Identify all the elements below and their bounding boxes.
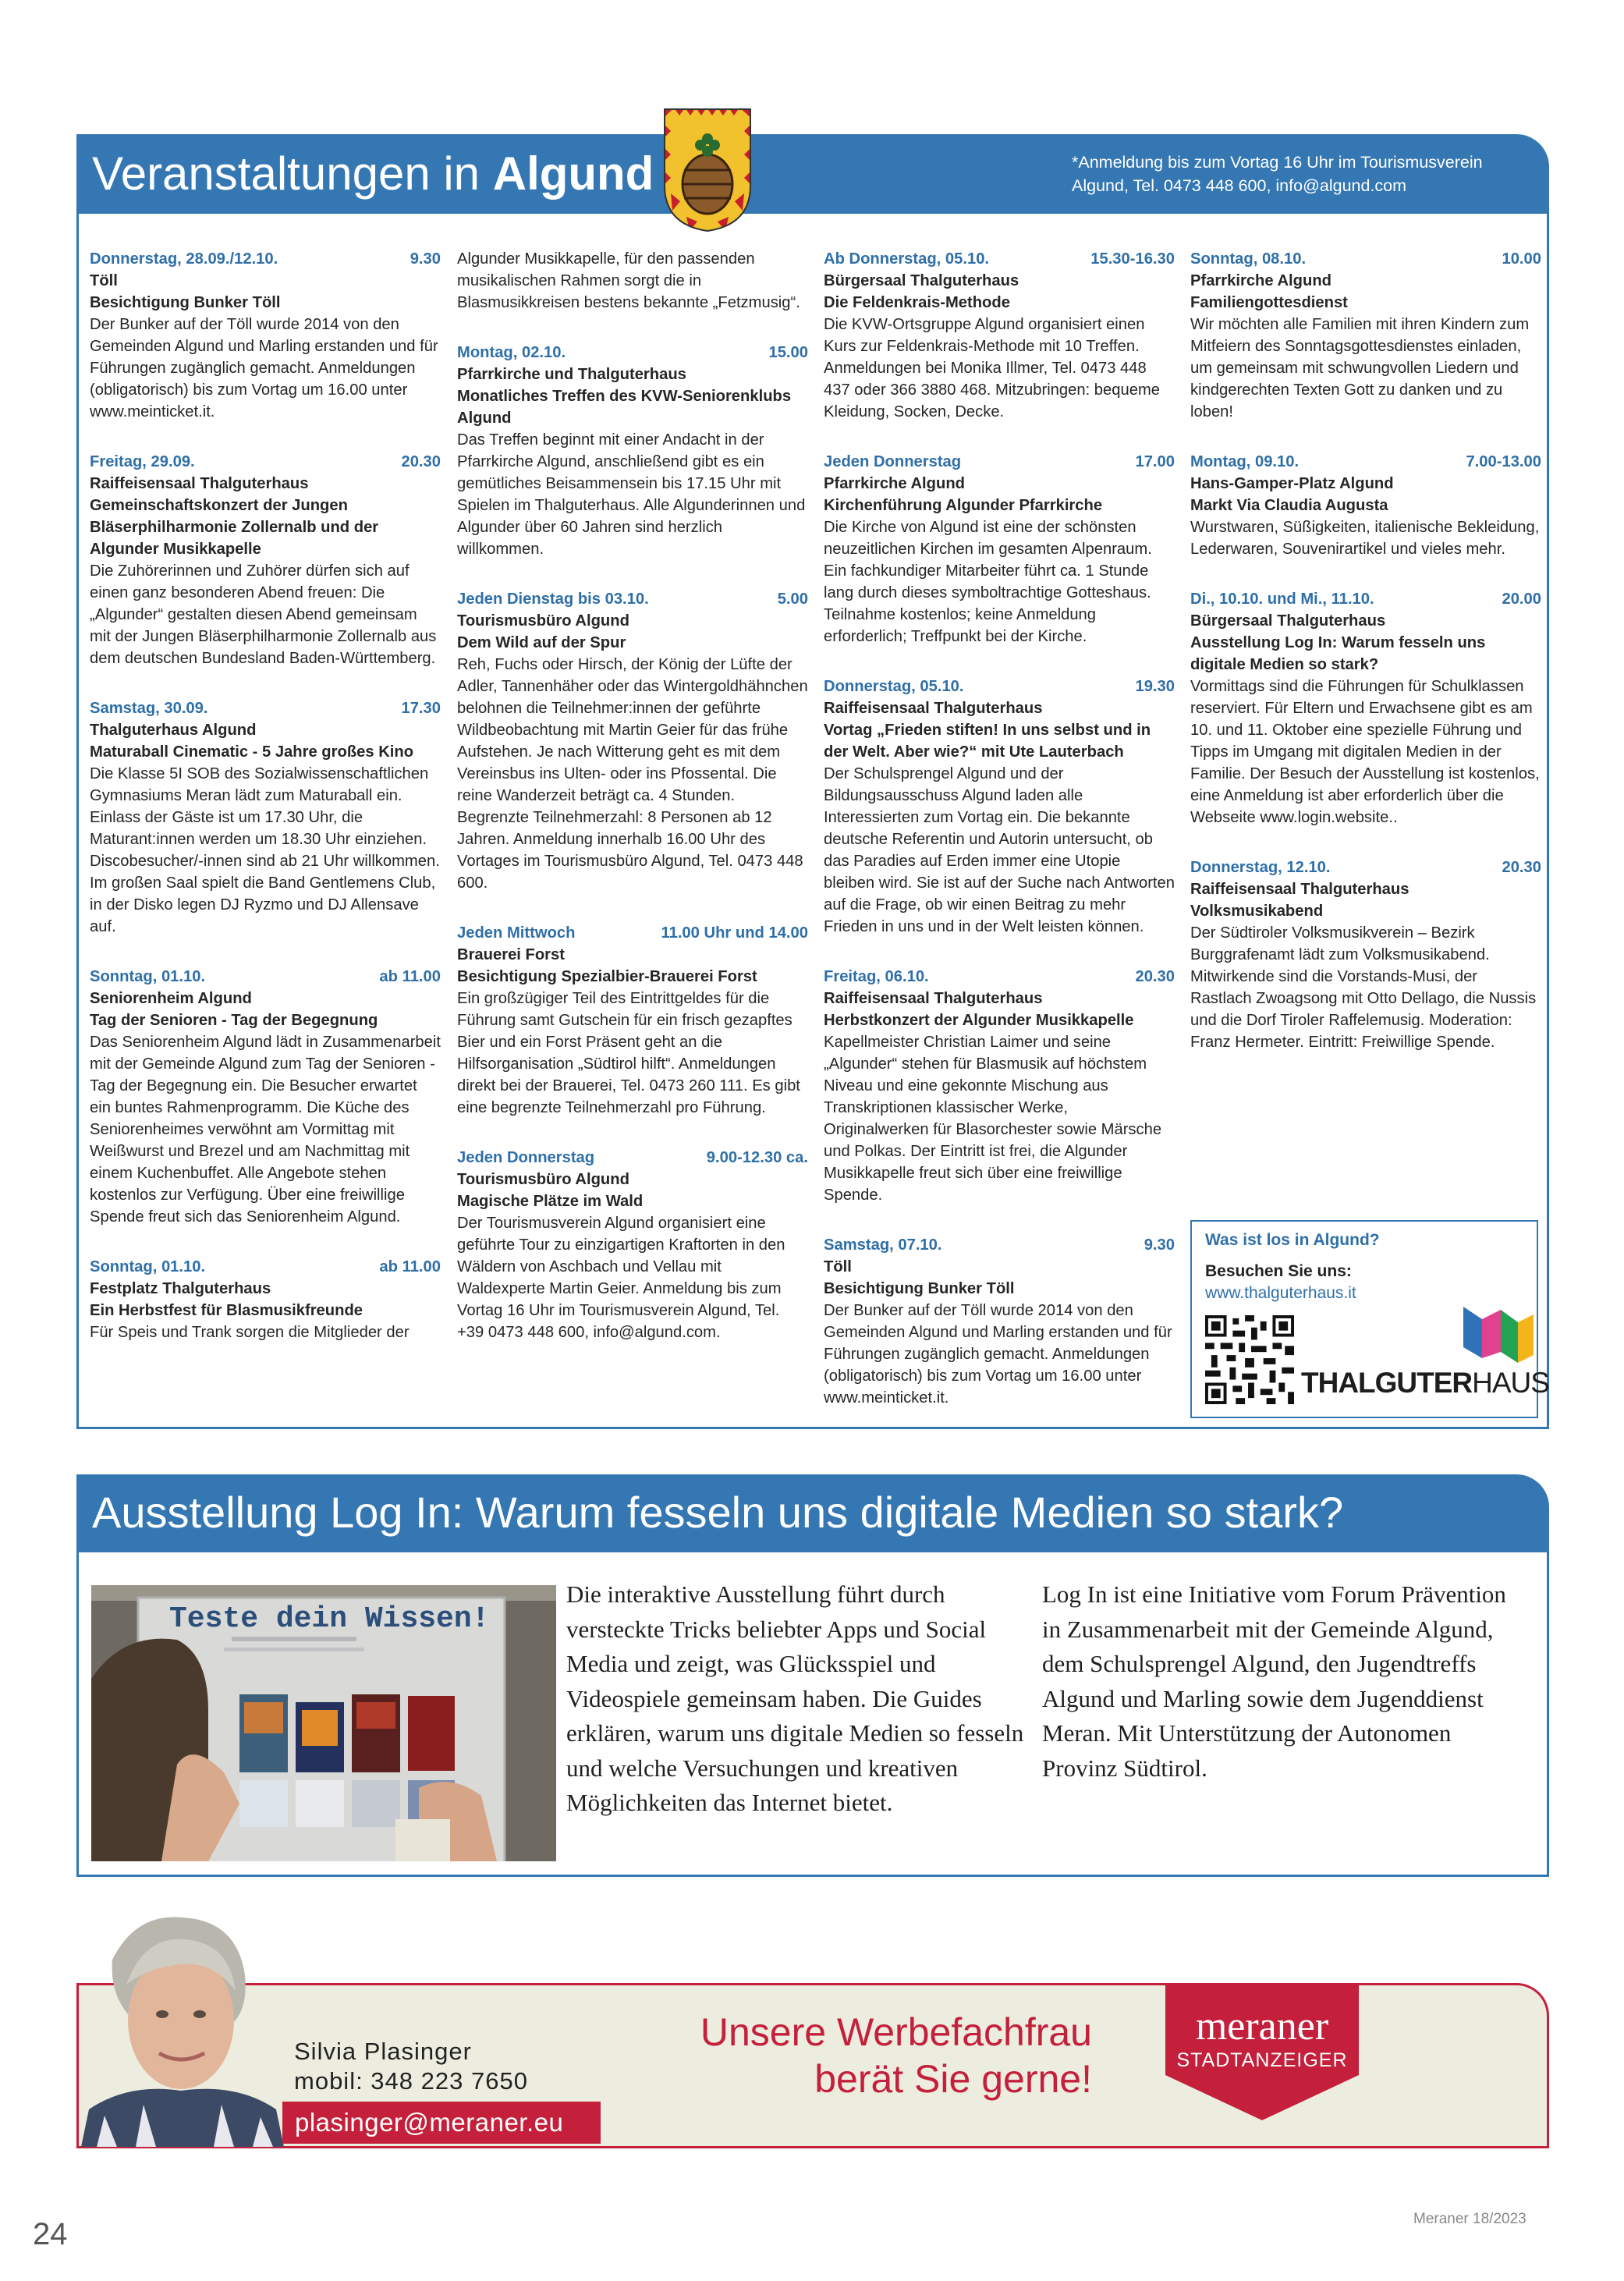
event-date-line	[1190, 588, 1541, 610]
event-date-line	[90, 966, 441, 988]
event-date-line	[824, 676, 1175, 697]
algund-coat-of-arms-icon	[663, 108, 752, 232]
event-date: Sonntag, 01.10.	[90, 968, 206, 985]
event-date-line	[824, 1234, 1175, 1256]
event-item	[457, 922, 808, 1119]
event-time: 19.30	[1135, 678, 1175, 695]
event-title: Hans-Gamper-Platz Algund Markt Via Claudia Augusta	[1190, 475, 1394, 514]
event-date: Jeden Mittwoch	[457, 924, 576, 942]
page-number: 24	[33, 2217, 68, 2251]
event-date: Donnerstag, 12.10.	[1190, 859, 1331, 876]
contact-phone[interactable]: mobil: 348 223 7650	[294, 2067, 528, 2095]
event-date: Ab Donnerstag, 05.10.	[824, 250, 990, 268]
event-date-line	[1190, 857, 1541, 878]
exhibition-title: Ausstellung Log In: Warum fesseln uns digitale Medien so stark?	[92, 1488, 1344, 1537]
event-date-line	[824, 248, 1175, 270]
event-description: Der Südtiroler Volksmusikverein – Bezirk Burggrafenamt lädt zum Volksmusikabend. Mitwirkende sind die Vorstands-Musi, der Rastlach Zwoagsong mit Otto Dellago, die Nussis und die Dorf Tiroler Raffelemusig. Moderation: Franz Hermeter. Eintritt: Freiwillige Spende.	[1190, 924, 1537, 1051]
event-time: 11.00 Uhr und 14.00	[661, 924, 808, 942]
contact-portrait-photo	[81, 1913, 284, 2147]
event-item	[824, 1234, 1175, 1409]
thalguterhaus-visit-label: Besuchen Sie uns:	[1205, 1262, 1352, 1280]
event-item	[1190, 451, 1541, 560]
event-time: 9.30	[1144, 1236, 1175, 1254]
event-description: Die Klasse 5I SOB des Sozialwissenschaftlichen Gymnasiums Meran lädt zum Maturaball ein. Einlass der Gäste ist um 17.30 Uhr, die Maturant:innen werden um 18.30 Uhr einziehen. Discobesucher/-innen sind ab 21 Uhr willkommen. Im großen Saal spielt die Band Gentlemens Club, in der Disko legen DJ Ryzmo und DJ Allensave auf.	[90, 765, 440, 935]
event-item	[90, 966, 441, 1228]
event-date-line	[457, 1147, 808, 1169]
event-date: Freitag, 06.10.	[824, 968, 929, 985]
event-description: Der Schulsprengel Algund und der Bildungsausschuss Algund laden alle Interessierten zum Vortag ein. Die bekannte deutsche Referentin und Autorin untersucht, ob das Paradies auf Erden immer eine Utopie bleiben wird. Sie ist auf der Suche nach Antworten auf die Frage, ob wir einen Beitrag zu mehr Frieden in uns und in der Welt leisten können.	[824, 765, 1175, 935]
thalguterhaus-wordmark: THALGUTERHAUS	[1301, 1367, 1549, 1399]
event-title: Pfarrkirche Algund Familiengottesdienst	[1190, 272, 1348, 311]
event-date: Sonntag, 01.10.	[90, 1258, 206, 1275]
event-date-line	[90, 248, 441, 270]
events-column-4	[1190, 248, 1541, 1081]
event-description: Wurstwaren, Süßigkeiten, italienische Bekleidung, Lederwaren, Souvenirartikel und vieles mehr.	[1190, 519, 1540, 558]
event-time: 17.30	[401, 700, 441, 717]
event-item	[90, 248, 441, 423]
events-column-3	[824, 248, 1175, 1437]
event-title: Seniorenheim Algund Tag der Senioren - Tag der Begegnung	[90, 990, 378, 1029]
event-description: Der Tourismusverein Algund organisiert eine geführte Tour zu einzigartigen Kraftorten in den Wäldern von Aschbach und Vellau mit Waldexperte Martin Geier. Anmeldung bis zum Vortag 16 Uhr im Tourismusverein Algund, Tel. +39 0473 448 600, info@algund.com.	[457, 1215, 785, 1341]
event-item	[824, 451, 1175, 647]
event-date: Jeden Dienstag bis 03.10.	[457, 591, 649, 608]
event-date-line	[1190, 451, 1541, 473]
event-date-line	[457, 588, 808, 610]
event-item	[457, 588, 808, 894]
qr-code-icon[interactable]	[1205, 1315, 1294, 1404]
event-date: Sonntag, 08.10.	[1190, 250, 1307, 268]
advert-slogan-line-1: Unsere Werbefachfrau	[700, 2010, 1092, 2054]
event-item	[824, 248, 1175, 423]
event-date: Samstag, 30.09.	[90, 700, 208, 717]
event-title: Pfarrkirche Algund Kirchenführung Algunder Pfarrkirche	[824, 475, 1103, 514]
event-time: 17.00	[1135, 453, 1175, 470]
event-time: 20.30	[1502, 859, 1541, 876]
event-date-line	[824, 451, 1175, 473]
event-description: Für Speis und Trank sorgen die Mitglieder der	[90, 1324, 410, 1341]
event-time: 20.30	[401, 453, 441, 470]
event-description: Vormittags sind die Führungen für Schulklassen reserviert. Für Eltern und Erwachsene gibt es am 10. und 11. Oktober eine spezielle Führung und Tipps im Umgang mit digitalen Medien in der Familie. Der Besuch der Ausstellung ist kostenlos, eine Anmeldung ist aber erforderlich über die Webseite www.login.website..	[1190, 678, 1540, 826]
event-title: Brauerei Forst Besichtigung Spezialbier-Brauerei Forst	[457, 946, 757, 985]
event-item	[824, 966, 1175, 1206]
event-time: 20.30	[1135, 968, 1175, 985]
event-time: 10.00	[1502, 250, 1541, 268]
event-item	[457, 248, 808, 314]
event-title: Raiffeisensaal Thalguterhaus Gemeinschaftskonzert der Jungen Bläserphilharmonie Zollernalb und der Algunder Musikkapelle	[90, 475, 379, 558]
event-description: Der Bunker auf der Töll wurde 2014 von den Gemeinden Algund und Marling erstanden und für Führungen zugänglich gemacht. Anmeldungen (obligatorisch) bis zum Vortag um 16.00 unter www.meinticket.it.	[90, 316, 438, 420]
event-description: Wir möchten alle Familien mit ihren Kindern zum Mitfeiern des Sonntagsgottesdienstes einladen, um gemeinsam mit schwungvollen Liedern und kindgerechten Texten Gott zu danken und zu loben!	[1190, 316, 1530, 420]
meraner-logo-wordmark: meraner	[1195, 2004, 1329, 2049]
event-date: Montag, 02.10.	[457, 344, 566, 361]
event-description: Die Zuhörerinnen und Zuhörer dürfen sich auf einen ganz besonderen Abend freuen: Die „Algunder“ gestalten diesen Abend gemeinsam mit der Jungen Bläserphilharmonie Zollernalb aus dem deutschen Bundesland Baden-Württemberg.	[90, 562, 437, 667]
event-time: 5.00	[777, 591, 808, 608]
event-item	[90, 451, 441, 669]
event-description: Die KVW-Ortsgruppe Algund organisiert einen Kurs zur Feldenkrais-Methode mit 10 Treffen. Anmeldungen bei Monika Illmer, Tel. 0473 448 437 oder 366 3880 468. Mitzubringen: bequeme Kleidung, Socken, Decke.	[824, 316, 1160, 420]
event-time: 15.00	[768, 344, 808, 361]
event-item	[1190, 248, 1541, 423]
event-title: Thalguterhaus Algund Maturaball Cinematic - 5 Jahre großes Kino	[90, 722, 414, 761]
event-date: Jeden Donnerstag	[824, 453, 962, 470]
exhibition-text-column-1: Die interaktive Ausstellung führt durch versteckte Tricks beliebter Apps und Social Media und zeigt, was Glücksspiel und Videospiele gemeinsam haben. Die Guides erklären, warum uns digitale Medien so fesseln und welche Versuchungen und kreativen Möglichkeiten das Internet bietet.	[566, 1580, 1024, 1816]
event-title: Raiffeisensaal Thalguterhaus Herbstkonzert der Algunder Musikkapelle	[824, 990, 1134, 1029]
advert-slogan-line-2: berät Sie gerne!	[814, 2057, 1092, 2101]
event-title: Töll Besichtigung Bunker Töll	[90, 272, 281, 311]
event-date-line	[1190, 248, 1541, 270]
event-time: 9.00-12.30 ca.	[706, 1149, 808, 1166]
event-date: Freitag, 29.09.	[90, 453, 195, 470]
event-item	[824, 676, 1175, 938]
event-description: Reh, Fuchs oder Hirsch, der König der Lüfte der Adler, Tannenhäher oder das Wintergoldhähnchen belohnen die Teilnehmer:innen der geführte Wildbeobachtung mit Martin Geier für das frühe Aufstehen. Je nach Witterung geht es mit dem Vereinsbus ins Ulten- oder ins Pfossental. Die reine Wanderzeit beträgt ca. 4 Stunden. Begrenzte Teilnehmerzahl: 8 Personen ab 12 Jahren. Anmeldung innerhalb 16.00 Uhr des Vortages im Tourismusbüro Algund, Tel. 0473 448 600.	[457, 656, 808, 892]
meraner-logo-subline: STADTANZEIGER	[1176, 2049, 1348, 2071]
event-item	[90, 697, 441, 938]
event-time: 9.30	[410, 250, 441, 268]
event-item	[1190, 588, 1541, 828]
event-item	[90, 1256, 441, 1343]
event-title: Festplatz Thalguterhaus Ein Herbstfest für Blasmusikfreunde	[90, 1280, 363, 1319]
thalguterhaus-question: Was ist los in Algund?	[1205, 1231, 1380, 1249]
event-title: Bürgersaal Thalguterhaus Die Feldenkrais-Methode	[824, 272, 1019, 311]
event-description: Das Seniorenheim Algund lädt in Zusammenarbeit mit der Gemeinde Algund zum Tag der Senioren - Tag der Begegnung ein. Die Besucher erwartet ein buntes Rahmenprogramm. Die Küche des Seniorenheimes verwöhnt am Vormittag mit Weißwurst und Brezel und am Nachmittag mit einem Kuchenbuffet. Alle Angebote stehen kostenlos zur Verfügung. Über eine freiwillige Spende freut sich das Seniorenheim Algund.	[90, 1034, 441, 1226]
event-time: 20.00	[1502, 591, 1541, 608]
event-time: ab 11.00	[379, 968, 441, 985]
event-title: Tourismusbüro Algund Dem Wild auf der Spur	[457, 612, 629, 651]
event-title: Töll Besichtigung Bunker Töll	[824, 1258, 1015, 1297]
event-title: Raiffeisensaal Thalguterhaus Volksmusikabend	[1190, 881, 1409, 920]
event-time: ab 11.00	[379, 1258, 441, 1275]
event-date-line	[824, 966, 1175, 988]
contact-email-link[interactable]: plasinger@meraner.eu	[282, 2102, 601, 2144]
event-date: Montag, 09.10.	[1190, 453, 1300, 470]
event-date-line	[457, 922, 808, 944]
event-description: Das Treffen beginnt mit einer Andacht in der Pfarrkirche Algund, anschließend gibt es ein gemütliches Beisammensein bis 17.15 Uhr mit Spielen im Thalguterhaus. Alle Algunderinnen und Algunder über 60 Jahren sind herzlich willkommen.	[457, 431, 806, 558]
event-item	[457, 342, 808, 560]
event-item	[457, 1147, 808, 1343]
events-column-2	[457, 248, 808, 1371]
event-description: Die Kirche von Algund ist eine der schönsten neuzeitlichen Kirchen im gesamten Alpenraum. Ein fachkundiger Mitarbeiter führt ca. 1 Stunde lang durch dieses symboltrachtige Gotteshaus. Teilnahme kostenlos; keine Anmeldung erforderlich; Treffpunkt bei der Kirche.	[824, 519, 1152, 645]
photo-poster-heading: Teste dein Wissen!	[169, 1602, 490, 1636]
contact-name: Silvia Plasinger	[294, 2038, 472, 2065]
event-date-line	[457, 342, 808, 364]
event-time: 7.00-13.00	[1466, 453, 1541, 470]
exhibition-text-column-2: Log In ist eine Initiative vom Forum Prävention in Zusammenarbeit mit der Gemeinde Algund, dem Schulsprengel Algund, den Jugendtreffs Algund und Marling sowie dem Jugenddienst Meran. Mit Unterstützung der Autonomen Provinz Südtirol.	[1042, 1580, 1506, 1782]
events-column-1	[90, 248, 441, 1371]
issue-label: Meraner 18/2023	[1413, 2211, 1526, 2227]
event-date-line	[90, 1256, 441, 1278]
event-date: Donnerstag, 28.09./12.10.	[90, 250, 278, 268]
event-title: Pfarrkirche und Thalguterhaus Monatliches Treffen des KVW-Seniorenklubs Algund	[457, 366, 792, 427]
event-date: Di., 10.10. und Mi., 11.10.	[1190, 591, 1374, 608]
event-date: Donnerstag, 05.10.	[824, 678, 964, 695]
event-item	[1190, 857, 1541, 1053]
thalguterhaus-website-link[interactable]: www.thalguterhaus.it	[1205, 1284, 1356, 1302]
event-time: 15.30-16.30	[1090, 250, 1175, 268]
event-description: Ein großzügiger Teil des Eintrittgeldes für die Führung samt Gutschein für ein frisch gezapftes Bier und ein Forst Präsent geht an die Hilfsorganisation „Südtirol hilft“. Anmeldungen direkt bei der Brauerei, Tel. 0473 260 111. Es gibt eine begrenzte Teilnehmerzahl pro Führung.	[457, 990, 800, 1116]
event-description: Algunder Musikkapelle, für den passenden musikalischen Rahmen sorgt die in Blasmusikkreisen bestens bekannte „Fetzmusig“.	[457, 250, 800, 311]
event-title: Tourismusbüro Algund Magische Plätze im Wald	[457, 1171, 644, 1210]
event-description: Kapellmeister Christian Laimer und seine „Algunder“ stehen für Blasmusik auf höchstem Niveau und eine gekonnte Mischung aus Transkriptionen klassischer Werke, Originalwerken für Blasorchester sowie Märsche und Polkas. Der Eintritt ist frei, die Algunder Musikkapelle freut sich über eine freiwillige Spende.	[824, 1034, 1162, 1204]
event-date-line	[90, 451, 441, 473]
event-title: Bürgersaal Thalguterhaus Ausstellung Log In: Warum fesseln uns digitale Medien so stark?	[1190, 612, 1486, 673]
event-title: Raiffeisensaal Thalguterhaus Vortag „Frieden stiften! In uns selbst und in der Welt. Aber wie?“ mit Ute Lauterbach	[824, 700, 1151, 761]
event-date: Samstag, 07.10.	[824, 1236, 942, 1254]
event-date: Jeden Donnerstag	[457, 1149, 595, 1166]
event-date-line	[90, 697, 441, 719]
events-title: Veranstaltungen in Algund	[92, 147, 654, 200]
registration-note: *Anmeldung bis zum Vortag 16 Uhr im Tourismusverein Algund, Tel. 0473 448 600, info@algund.com	[1072, 153, 1483, 195]
event-description: Der Bunker auf der Töll wurde 2014 von den Gemeinden Algund und Marling erstanden und für Führungen zugänglich gemacht. Anmeldungen (obligatorisch) bis zum Vortag um 16.00 unter www.meinticket.it.	[824, 1302, 1172, 1407]
